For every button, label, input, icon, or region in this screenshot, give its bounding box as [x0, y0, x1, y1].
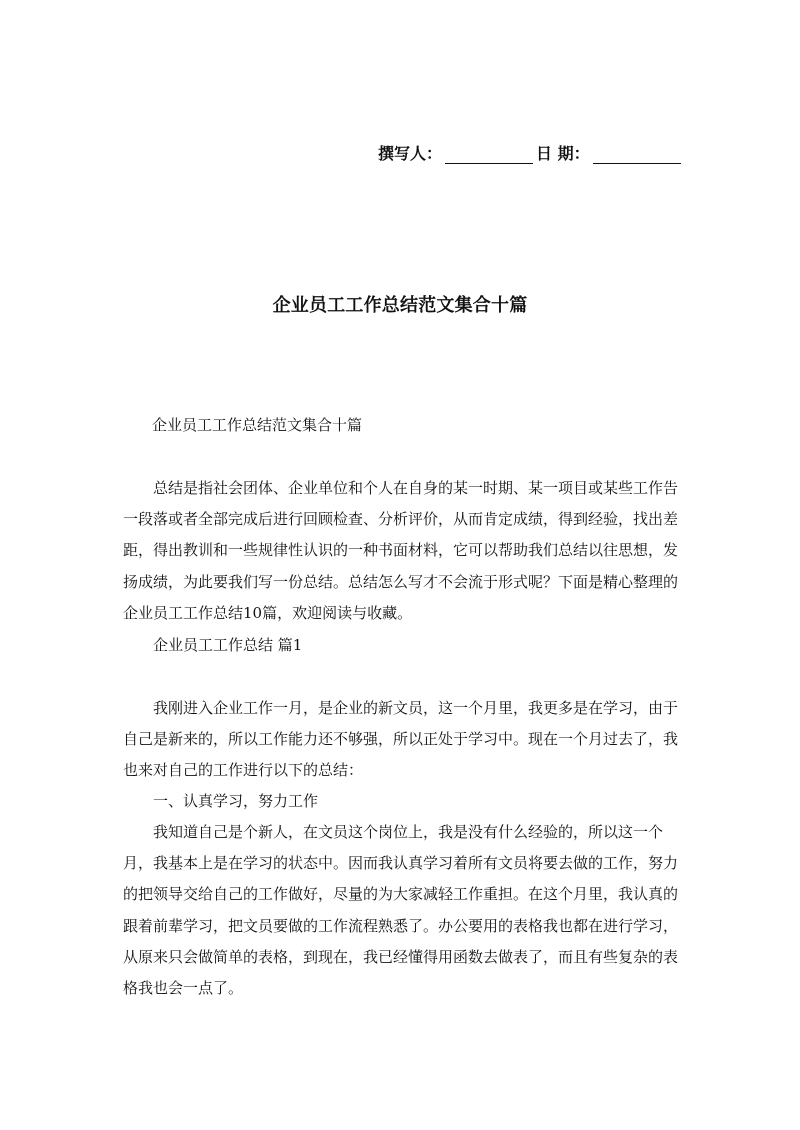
- date-blank-field: [593, 145, 681, 164]
- article-heading: 企业员工工作总结 篇1: [153, 636, 303, 654]
- author-date-line: [378, 138, 688, 164]
- author-label: 撰写人：: [378, 144, 443, 163]
- author-blank-field: [445, 145, 533, 164]
- document-title: 企业员工工作总结范文集合十篇: [272, 295, 528, 316]
- intro-paragraph: 总结是指社会团体、企业单位和个人在自身的某一时期、某一项目或某些工作告一段落或者全部完成后进行回顾检查、分析评价，从而肯定成绩，得到经验，找出差距，得出教训和一些规律性认识的一种书面材料，它可以帮助我们总结以往思想，发扬成绩，为此要我们写一份总结。总结怎么写才不会流于形式呢？下面是精心整理的企业员工工作总结10篇，欢迎阅读与收藏。: [123, 479, 679, 622]
- section-one-heading: 一、认真学习，努力工作: [153, 792, 319, 810]
- section-one-paragraph: 我知道自己是个新人，在文员这个岗位上，我是没有什么经验的，所以这一个月，我基本上是在学习的状态中。因而我认真学习着所有文员将要去做的工作，努力的把领导交给自己的工作做好，尽量的为大家减轻工作重担。在这个月里，我认真的跟着前辈学习，把文员要做的工作流程熟悉了。办公要用的表格我也都在进行学习，从原来只会做简单的表格，到现在，我已经懂得用函数去做表了，而且有些复杂的表格我也会一点了。: [123, 823, 679, 998]
- article-paragraph: 我刚进入企业工作一月，是企业的新文员，这一个月里，我更多是在学习，由于自己是新来的，所以工作能力还不够强，所以正处于学习中。现在一个月过去了，我也来对自己的工作进行以下的总结：: [123, 699, 679, 780]
- date-label: 日 期：: [536, 144, 590, 163]
- document-subtitle: 企业员工工作总结范文集合十篇: [152, 416, 363, 434]
